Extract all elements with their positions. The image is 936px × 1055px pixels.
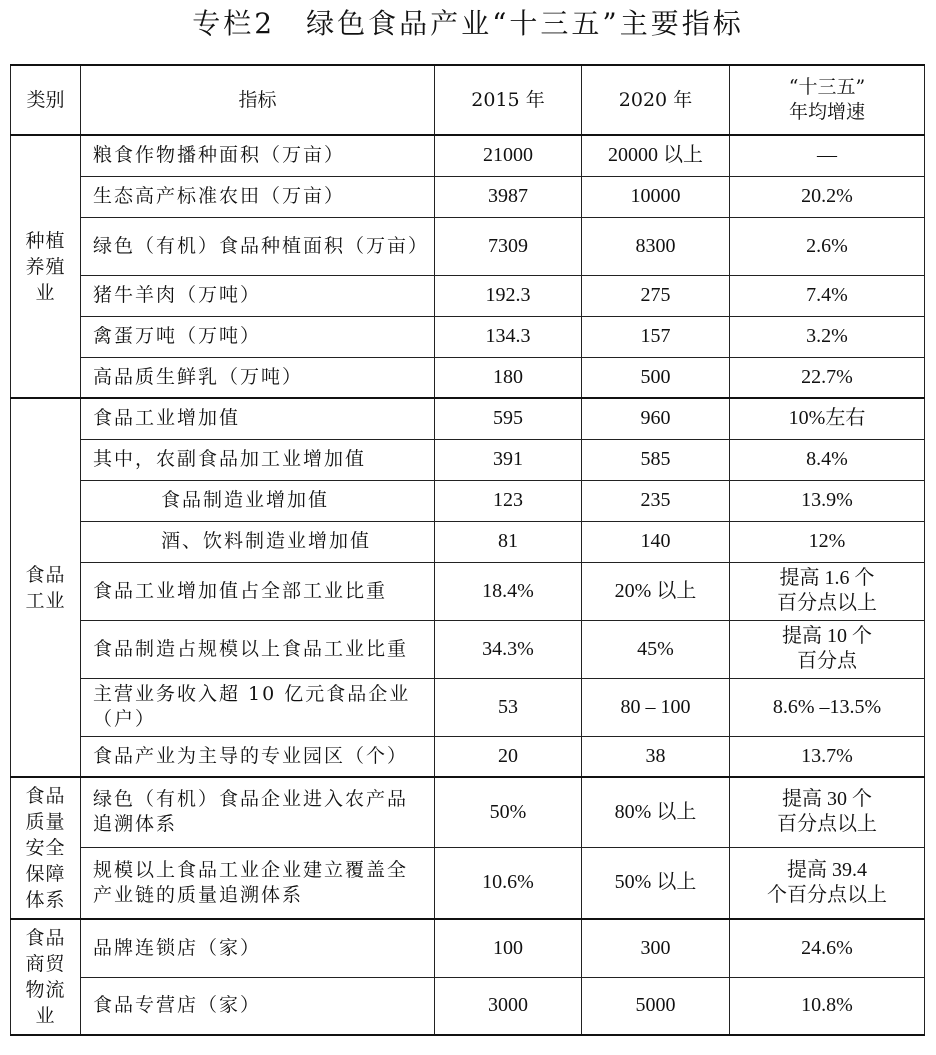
value-2015: 3987: [435, 176, 582, 217]
value-2015: 595: [435, 398, 582, 439]
table-row: [11, 357, 925, 398]
value-growth: 22.7%: [730, 357, 925, 398]
value-2015: 3000: [435, 977, 582, 1035]
growth-line1: 提高 30 个: [782, 788, 872, 811]
indicator-cell: 酒、饮料制造业增加值: [81, 521, 435, 562]
page-title: 专栏2 绿色食品产业“十三五”主要指标: [192, 7, 744, 40]
header-growth-line2: 年均增速: [788, 101, 865, 123]
table-row: [11, 847, 925, 919]
value-2020: 10000: [582, 176, 730, 217]
table-row: [11, 562, 925, 620]
value-growth: 12%: [730, 521, 925, 562]
value-2015: 50%: [435, 777, 582, 847]
value-2020: 235: [582, 480, 730, 521]
header-category: 类别: [11, 65, 81, 135]
value-2020: 80% 以上: [582, 777, 730, 847]
value-2015: 20: [435, 736, 582, 777]
value-growth: 20.2%: [730, 176, 925, 217]
table-row: [11, 398, 925, 439]
value-2020: 5000: [582, 977, 730, 1035]
value-growth: 24.6%: [730, 919, 925, 977]
value-growth: 3.2%: [730, 316, 925, 357]
table-row: [11, 176, 925, 217]
growth-line1: 提高 1.6 个: [779, 567, 875, 589]
table-row: [11, 217, 925, 275]
table-row: [11, 480, 925, 521]
value-growth: [730, 620, 925, 678]
header-growth-line1: “十三五”: [788, 76, 866, 98]
table-row: [11, 977, 925, 1035]
indicator-cell: 主营业务收入超 10 亿元食品企业（户）: [81, 678, 435, 736]
value-2020: 50% 以上: [582, 847, 730, 919]
value-growth: [730, 562, 925, 620]
indicator-cell: 粮食作物播种面积（万亩）: [81, 135, 435, 176]
value-2015: 53: [435, 678, 582, 736]
value-growth: 8.4%: [730, 439, 925, 480]
table-row: [11, 275, 925, 316]
indicator-cell: 规模以上食品工业企业建立覆盖全产业链的质量追溯体系: [81, 847, 435, 919]
header-growth: [730, 65, 925, 135]
indicator-cell: 其中，农副食品加工业增加值: [81, 439, 435, 480]
value-2020: 275: [582, 275, 730, 316]
table-row: [11, 316, 925, 357]
value-growth: [730, 847, 925, 919]
growth-line1: 提高 39.4: [787, 858, 867, 881]
value-growth: 2.6%: [730, 217, 925, 275]
value-growth: 13.7%: [730, 736, 925, 777]
table-row: [11, 736, 925, 777]
indicator-cell: 绿色（有机）食品种植面积（万亩）: [81, 217, 435, 275]
value-2015: 180: [435, 357, 582, 398]
value-2015: 134.3: [435, 316, 582, 357]
value-2020: 8300: [582, 217, 730, 275]
value-2020: 80 – 100: [582, 678, 730, 736]
table-row: [11, 777, 925, 847]
table-row: [11, 678, 925, 736]
value-2015: 100: [435, 919, 582, 977]
growth-line2: 百分点以上: [777, 813, 877, 836]
value-2020: 140: [582, 521, 730, 562]
indicator-cell: 猪牛羊肉（万吨）: [81, 275, 435, 316]
indicator-cell: 品牌连锁店（家）: [81, 919, 435, 977]
growth-line1: 提高 10 个: [782, 625, 872, 647]
indicator-cell: 食品专营店（家）: [81, 977, 435, 1035]
indicator-table: [10, 64, 925, 1036]
value-2020: 20% 以上: [582, 562, 730, 620]
value-2020: 585: [582, 439, 730, 480]
growth-line2: 百分点: [797, 650, 857, 672]
value-growth: 7.4%: [730, 275, 925, 316]
value-growth: 10%左右: [730, 398, 925, 439]
indicator-cell: 食品制造占规模以上食品工业比重: [81, 620, 435, 678]
indicator-cell: 高品质生鲜乳（万吨）: [81, 357, 435, 398]
indicator-cell: 绿色（有机）食品企业进入农产品追溯体系: [81, 777, 435, 847]
indicator-cell: 禽蛋万吨（万吨）: [81, 316, 435, 357]
value-2015: 34.3%: [435, 620, 582, 678]
indicator-cell: 生态高产标准农田（万亩）: [81, 176, 435, 217]
value-growth: 10.8%: [730, 977, 925, 1035]
value-2015: 21000: [435, 135, 582, 176]
value-growth: 13.9%: [730, 480, 925, 521]
indicator-cell: 食品产业为主导的专业园区（个）: [81, 736, 435, 777]
table-row: [11, 135, 925, 176]
value-growth: —: [730, 135, 925, 176]
value-2015: 18.4%: [435, 562, 582, 620]
category-cell: 食品 质量 安全 保障 体系: [11, 777, 81, 919]
table-header-row: [11, 65, 925, 135]
growth-line2: 百分点以上: [777, 592, 877, 614]
indicator-cell: 食品工业增加值: [81, 398, 435, 439]
indicator-cell: 食品工业增加值占全部工业比重: [81, 562, 435, 620]
value-2020: 20000 以上: [582, 135, 730, 176]
value-2015: 10.6%: [435, 847, 582, 919]
value-growth: [730, 777, 925, 847]
growth-line2: 个百分点以上: [767, 883, 887, 906]
value-2020: 157: [582, 316, 730, 357]
value-2020: 38: [582, 736, 730, 777]
value-2015: 7309: [435, 217, 582, 275]
value-2015: 391: [435, 439, 582, 480]
table-row: [11, 620, 925, 678]
header-2020: 2020 年: [582, 65, 730, 135]
value-2015: 192.3: [435, 275, 582, 316]
table-row: [11, 439, 925, 480]
category-cell: 食品 商贸 物流业: [11, 919, 81, 1035]
category-cell: 食品 工业: [11, 398, 81, 777]
header-indicator: 指标: [81, 65, 435, 135]
table-row: [11, 919, 925, 977]
value-2020: 45%: [582, 620, 730, 678]
category-cell: 种植 养殖 业: [11, 135, 81, 398]
value-2020: 300: [582, 919, 730, 977]
value-2020: 960: [582, 398, 730, 439]
header-2015: 2015 年: [435, 65, 582, 135]
value-2020: 500: [582, 357, 730, 398]
indicator-cell: 食品制造业增加值: [81, 480, 435, 521]
value-growth: 8.6% –13.5%: [730, 678, 925, 736]
value-2015: 81: [435, 521, 582, 562]
table-row: [11, 521, 925, 562]
value-2015: 123: [435, 480, 582, 521]
